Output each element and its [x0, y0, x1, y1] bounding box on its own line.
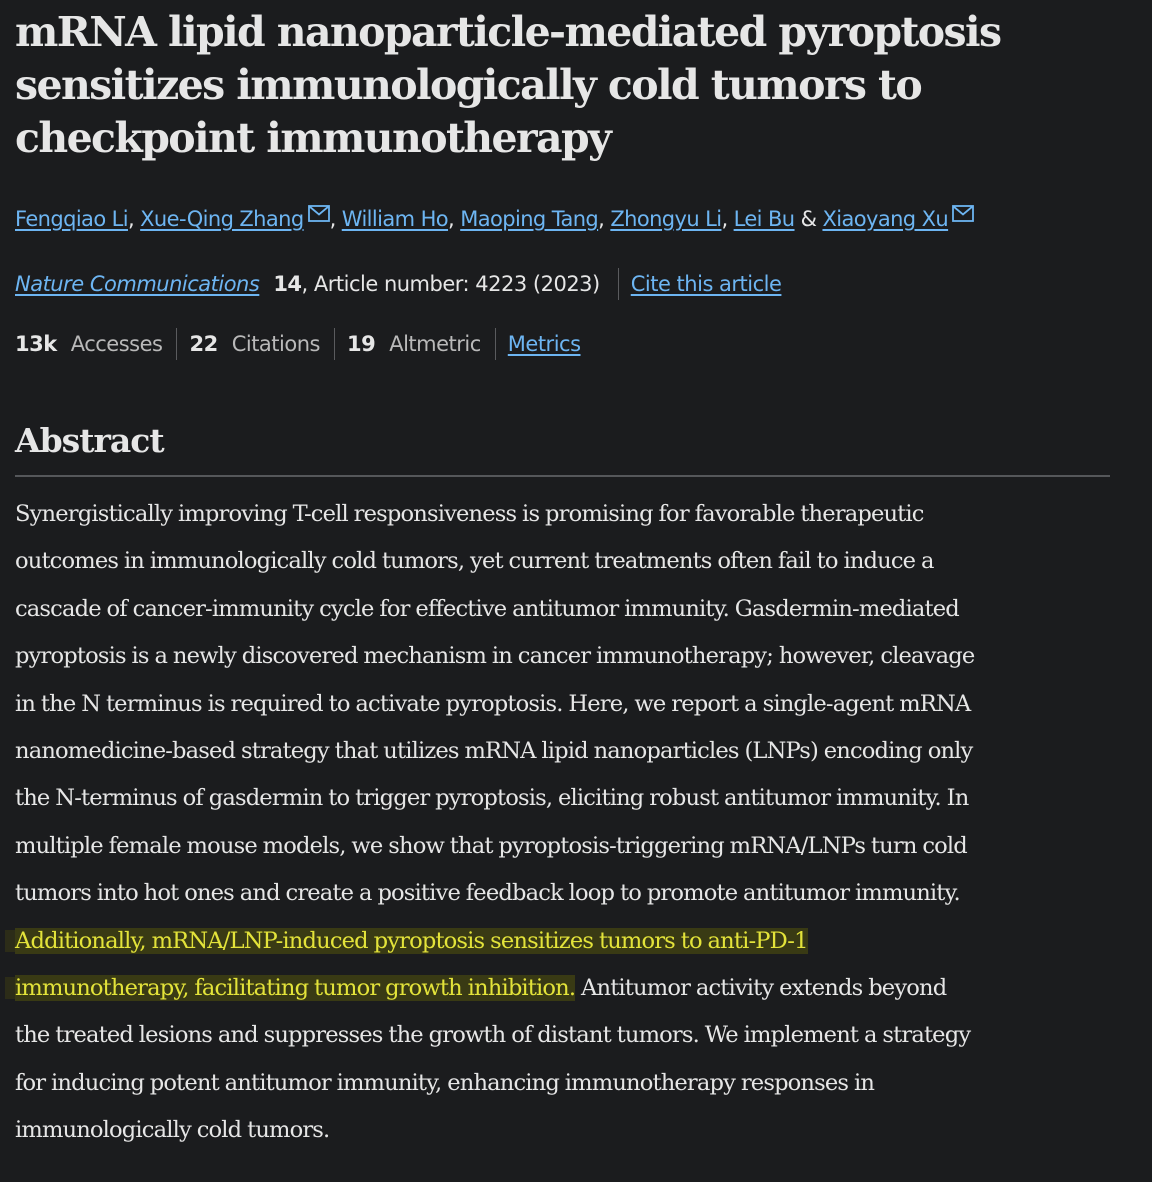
cite-article-link[interactable]: Cite this article [630, 272, 782, 296]
author-separator: , [127, 207, 135, 231]
altmetric-label: Altmetric [389, 332, 481, 356]
author-link[interactable]: Xiaoyang Xu [822, 207, 949, 231]
highlighted-text: immunotherapy, facilitating tumor growth inhibition. [15, 975, 576, 1002]
email-icon[interactable] [308, 197, 330, 233]
abstract-heading: Abstract [15, 421, 164, 460]
journal-link[interactable]: Nature Communications [15, 272, 260, 296]
email-icon[interactable] [952, 197, 974, 233]
abstract-line: immunologically cold tumors. [15, 1117, 330, 1144]
author-link[interactable]: Maoping Tang [460, 207, 599, 231]
abstract-line: for inducing potent antitumor immunity, enhancing immunotherapy responses in [15, 1069, 875, 1096]
author-separator: , [598, 207, 605, 231]
author-link[interactable]: Fengqiao Li [15, 207, 128, 231]
highlighted-text: Additionally, mRNA/LNP-induced pyroptosis sensitizes tumors to anti-PD-1 [15, 927, 808, 954]
section-divider [15, 475, 1110, 477]
abstract-line: the N-terminus of gasdermin to trigger pyroptosis, eliciting robust antitumor immunity. In [15, 785, 969, 812]
abstract-line: tumors into hot ones and create a positive feedback loop to promote antitumor immunity. [15, 880, 960, 907]
abstract-line: Synergistically improving T-cell responsiveness is promising for favorable therapeutic [15, 501, 924, 527]
divider [618, 268, 619, 300]
author-separator: , [329, 207, 336, 231]
abstract-line: the treated lesions and suppresses the growth of distant tumors. We implement a strategy [15, 1022, 971, 1049]
title-line-3: checkpoint immunotherapy [15, 114, 611, 162]
abstract-line: outcomes in immunologically cold tumors, yet current treatments often fail to induce a [15, 548, 934, 575]
citations-label: Citations [231, 332, 320, 356]
abstract-text-continuation: Antitumor activity extends beyond [575, 975, 947, 1002]
author-separator: , [721, 207, 728, 231]
abstract-line [15, 918, 1110, 965]
accesses-label: Accesses [70, 332, 163, 356]
article-title [15, 6, 1015, 165]
author-link[interactable]: Xue-Qing Zhang [140, 207, 304, 231]
abstract-line [15, 965, 1110, 1012]
altmetric-score: 19 [346, 332, 376, 356]
divider [495, 328, 496, 360]
citations-count: 22 [189, 332, 218, 356]
abstract-line: in the N terminus is required to activate pyroptosis. Here, we report a single-agent mRNA [15, 690, 971, 717]
article-metrics [15, 326, 581, 362]
title-line-2: sensitizes immunologically cold tumors to [15, 61, 922, 109]
author-ampersand: & [800, 207, 817, 231]
article-number: , Article number: 4223 (2023) [301, 272, 600, 296]
accesses-count: 13k [15, 332, 57, 356]
publication-info [15, 266, 781, 302]
author-separator: , [448, 207, 455, 231]
abstract-line: cascade of cancer-immunity cycle for effective antitumor immunity. Gasdermin-mediated [15, 595, 959, 622]
title-line-1: mRNA lipid nanoparticle-mediated pyroptosis [15, 8, 1001, 56]
abstract-line: multiple female mouse models, we show that pyroptosis-triggering mRNA/LNPs turn cold [15, 832, 967, 859]
author-link[interactable]: Lei Bu [733, 207, 795, 231]
abstract-text [15, 491, 1110, 1155]
divider [334, 328, 335, 360]
volume-number: 14 [273, 272, 302, 296]
author-link[interactable]: Zhongyu Li [610, 207, 722, 231]
author-link[interactable]: William Ho [341, 207, 449, 231]
abstract-line: pyroptosis is a newly discovered mechanism in cancer immunotherapy; however, cleavage [15, 643, 975, 670]
divider [176, 328, 177, 360]
author-list [15, 197, 1115, 237]
abstract-line: nanomedicine-based strategy that utilizes mRNA lipid nanoparticles (LNPs) encoding only [15, 738, 973, 765]
metrics-link[interactable]: Metrics [507, 332, 581, 356]
